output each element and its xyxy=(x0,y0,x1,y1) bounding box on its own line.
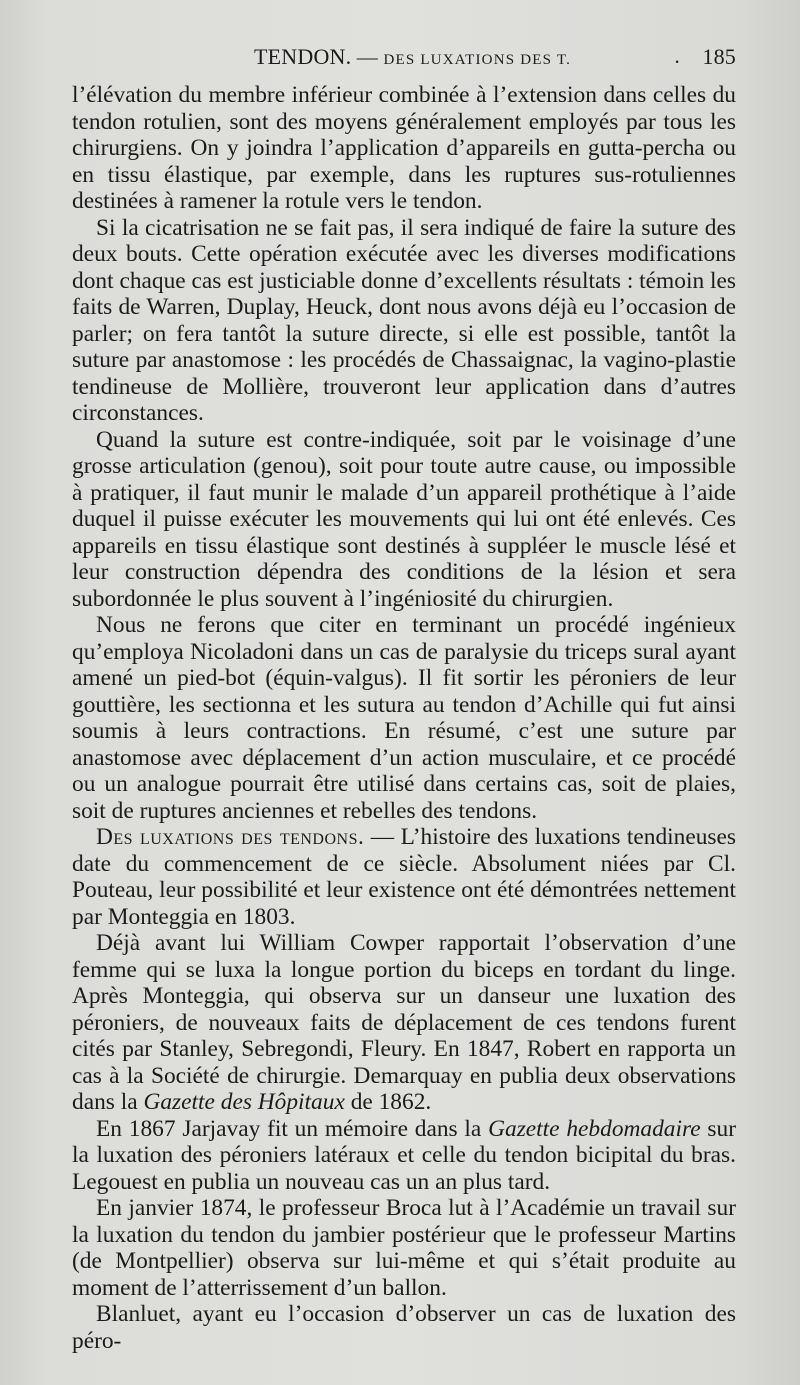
paragraph-cowper xyxy=(72,930,736,1116)
journal-title: Gazette hebdomadaire xyxy=(488,1115,701,1142)
paragraph-blanluet xyxy=(72,1301,736,1354)
paragraph-prosthesis xyxy=(72,427,736,613)
paragraph-text-tail: sur la luxation des péroniers latéraux et celle du tendon bicipital du bras. Legouest en publia un nouveau cas un an plus tard. xyxy=(72,1115,736,1195)
paragraph-text: Quand la suture est contre-indiquée, soit par le voisinage d’une grosse articulation (genou), soit pour toute autre cause, ou impossible à pratiquer, il faut munir le malade d’un appareil prothétique à l’aide duquel il puisse exécuter les mouvements qui lui ont été enlevés. Ces appareils en tissu élastique sont destinés à suppléer le muscle lésé et leur construction dépendra des conditions de la lésion et sera subordonnée le plus souvent à l’ingéniosité du chirurgien. xyxy=(72,426,736,612)
paragraph-nicoladoni xyxy=(72,612,736,824)
paragraph-luxations-heading xyxy=(72,824,736,930)
section-heading: Des luxations des tendons. xyxy=(96,824,365,850)
paragraph-text: En 1867 Jarjavay fit un mémoire dans la xyxy=(96,1115,489,1142)
paragraph-jarjavay xyxy=(72,1116,736,1196)
paragraph-continuation xyxy=(72,82,736,215)
section-title: DES LUXATIONS DES T. xyxy=(383,52,572,68)
paragraph-text: Déjà avant lui William Cowper rapportait l’observation d’une femme qui se luxa la longue portion du biceps en tordant du linge. Après Monteggia, qui observa sur un danseur une luxation des péroniers, de nouveaux faits de déplacement de ces tendons furent cités par Stanley, Sebregondi, Fleury. En 1847, Robert en rapporta un cas à la Société de chirurgie. Demarquay en publia deux observations dans la xyxy=(72,930,736,1115)
paragraph-text: En janvier 1874, le professeur Broca lut à l’Académie un travail sur la luxation du tendon du jambier postérieur que le professeur Martins (de Montpellier) observa sur lui-même et qui s’était produite au moment de l’atterrissement d’un ballon. xyxy=(72,1195,736,1301)
page-number: 185 xyxy=(702,44,736,69)
header-dot: . xyxy=(674,44,680,68)
header-dash: — xyxy=(351,45,384,69)
paragraph-text: Nous ne ferons que citer en terminant un procédé ingénieux qu’employa Nicoladoni dans un cas de paralysie du triceps sural ayant amené un pied-bot (équin-valgus). Il fit sortir les péroniers de leur gouttière, les sectionna et les sutura au tendon d’Achille qui fut ainsi soumis à leurs contractions. En résumé, c’est une suture par anastomose avec déplacement d’un action musculaire, et ce procédé ou un analogue pourrait être utilisé dans certains cas, soit de plaies, soit de ruptures anciennes et rebelles des tendons. xyxy=(72,612,736,824)
running-title xyxy=(254,44,571,70)
paragraph-text-tail: de 1862. xyxy=(344,1089,432,1115)
running-header xyxy=(72,44,736,74)
body-text xyxy=(72,82,736,1354)
chapter-title: TENDON. xyxy=(254,44,352,69)
paragraph-text: Blanluet, ayant eu l’occasion d’observer un cas de luxation des péro- xyxy=(72,1301,736,1354)
paragraph-suture xyxy=(72,215,736,427)
paragraph-text: Si la cicatrisation ne se fait pas, il sera indiqué de faire la suture des deux bouts. Cette opération exécutée avec les diverses modifications dont chaque cas est justiciable donne d’excellents résultats : témoin les faits de Warren, Duplay, Heuck, dont nous avons déjà eu l’occasion de parler; on fera tantôt la suture directe, si elle est possible, tantôt la suture par anastomose : les procédés de Chassaignac, la vagino-plastie tendineuse de Mollière, trouveront leur application dans d’autres circonstances. xyxy=(72,214,736,426)
paragraph-text: — L’histoire des luxations tendineuses date du commencement de ce siècle. Absolument niées par Cl. Pouteau, leur possibilité et leur existence ont été démontrées nettement par Monteggia en 1803. xyxy=(72,824,736,930)
paragraph-text: l’élévation du membre inférieur combinée à l’extension dans celles du tendon rotulien, sont des moyens généralement employés par tous les chirurgiens. On y joindra l’application d’appareils en gutta-percha ou en tissu élastique, par exemple, dans les ruptures sus-rotuliennes destinées à ramener la rotule vers le tendon. xyxy=(72,82,736,214)
paragraph-broca xyxy=(72,1195,736,1301)
journal-title: Gazette des Hôpitaux xyxy=(143,1089,345,1115)
